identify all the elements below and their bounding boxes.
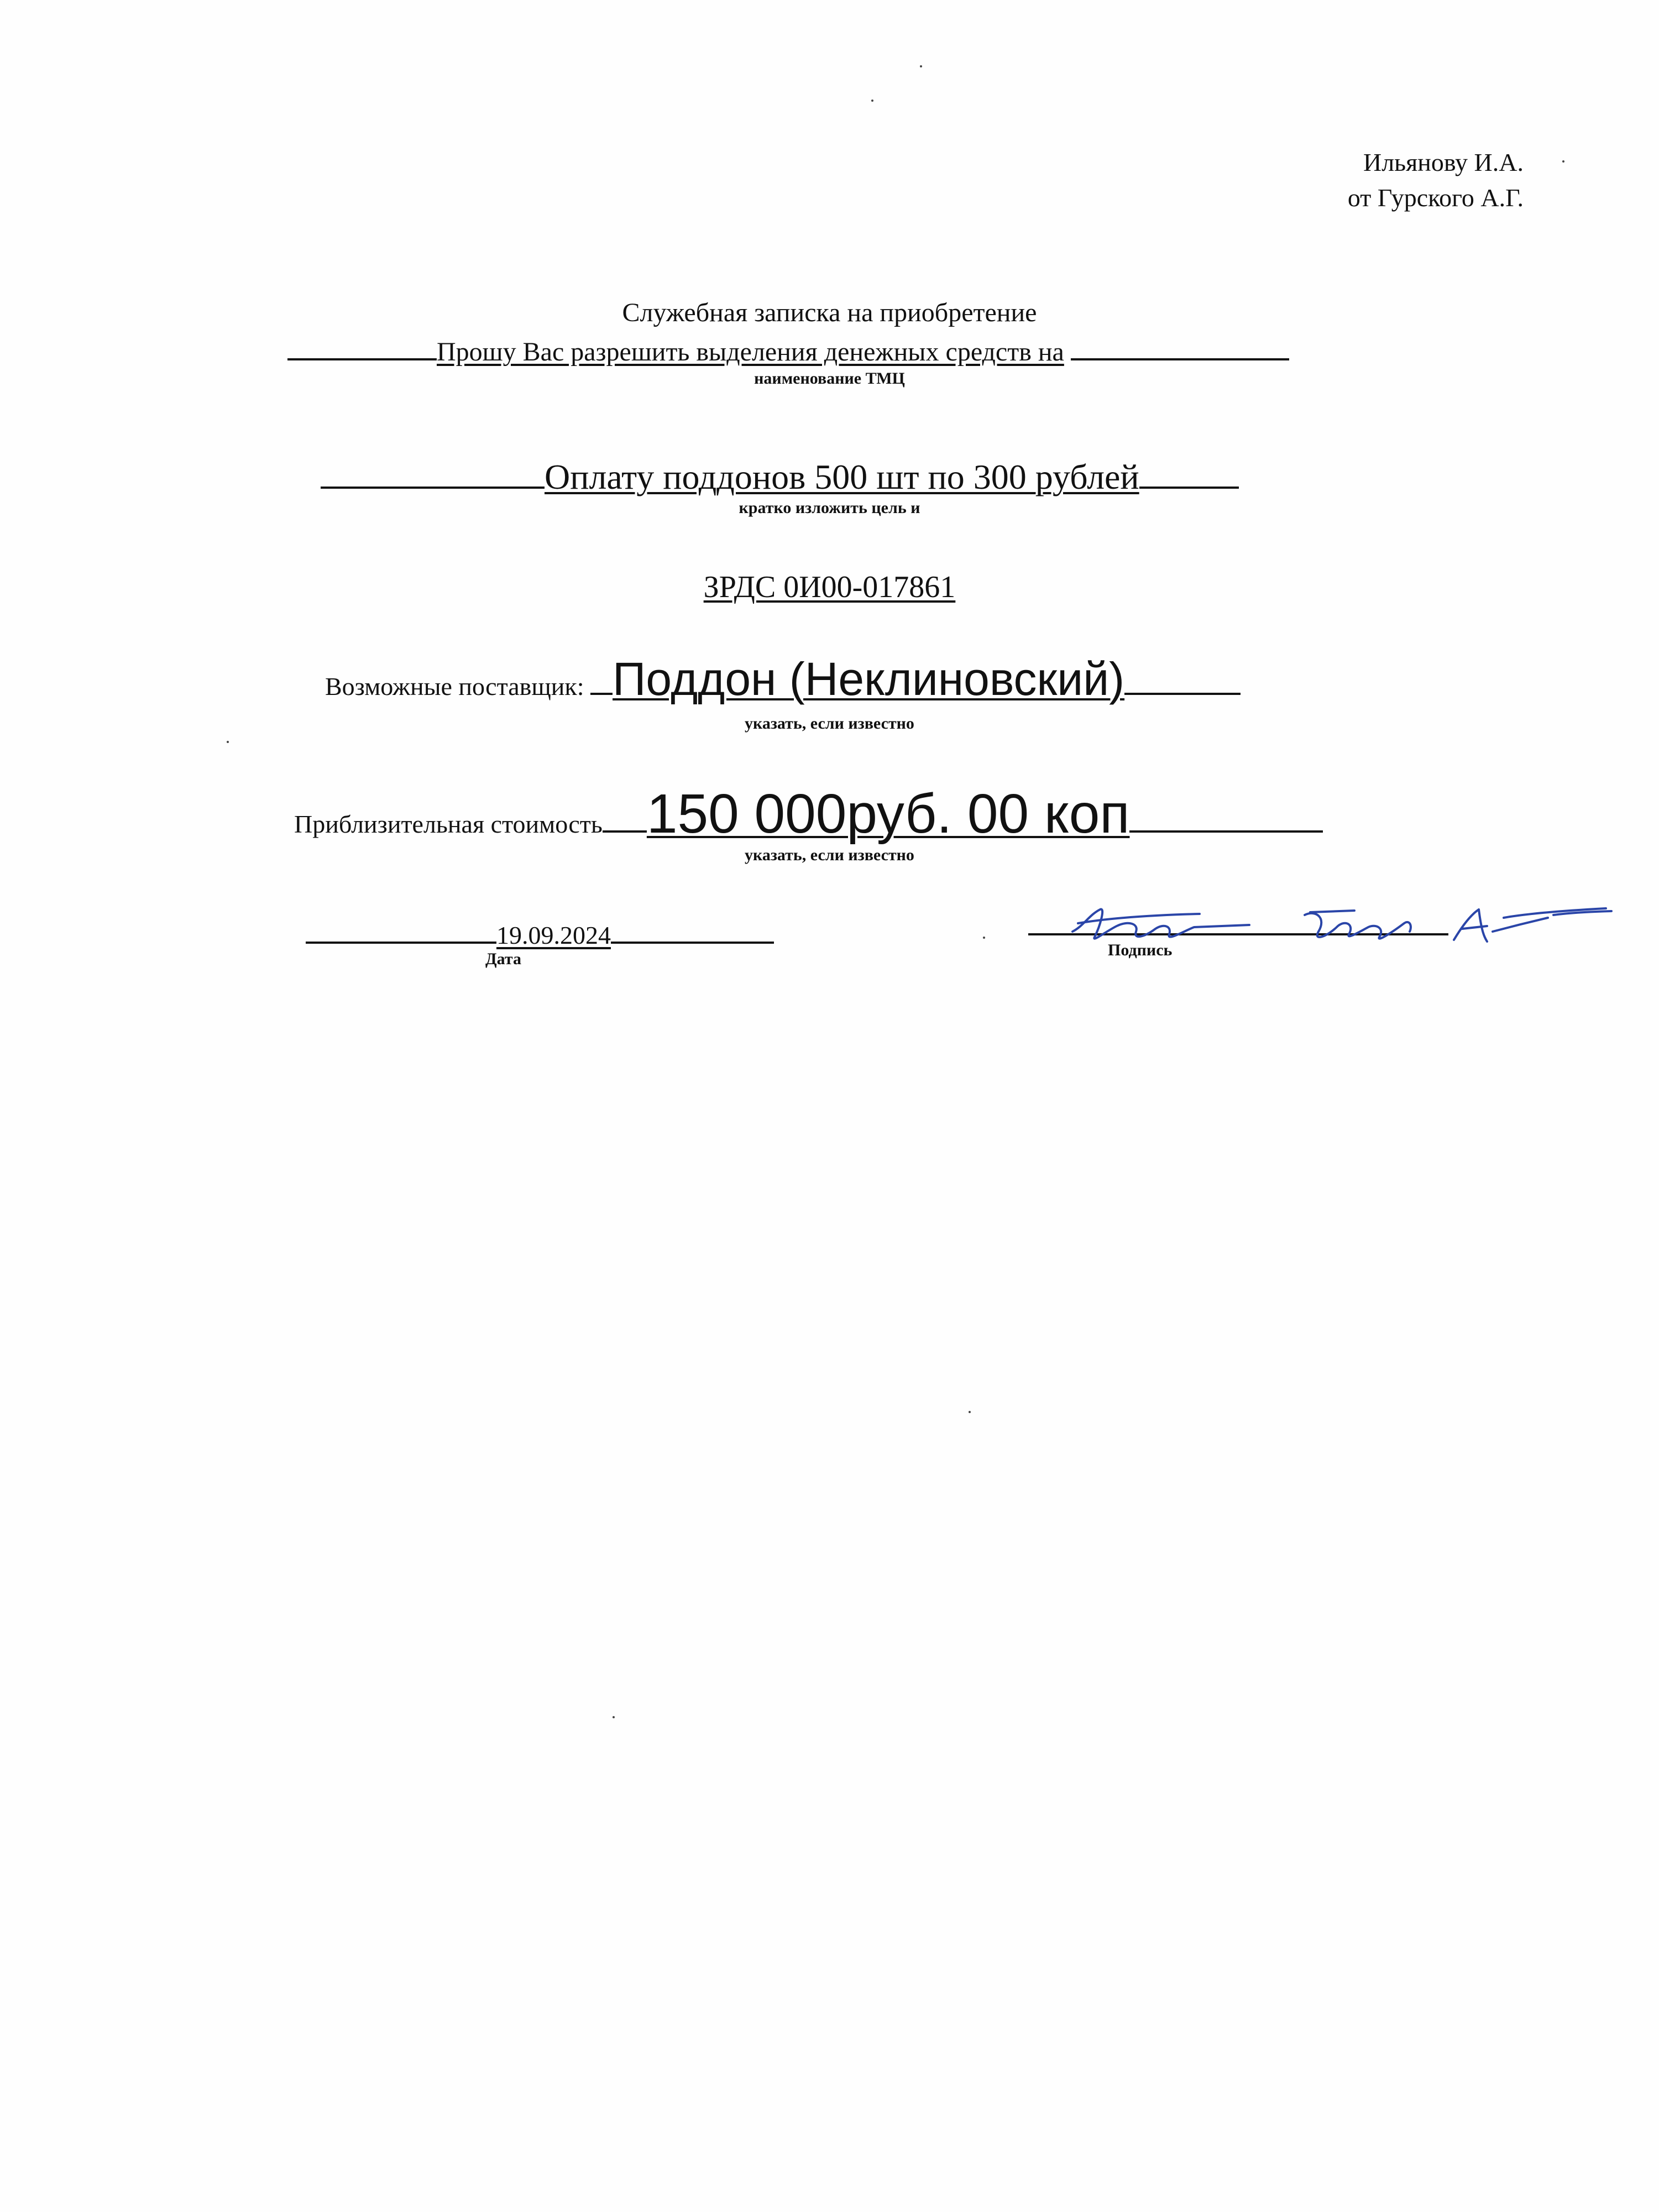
purpose-line (321, 453, 1239, 498)
scan-speck (1562, 160, 1564, 163)
blank-line (603, 804, 647, 833)
scan-speck (227, 741, 229, 743)
scan-speck (969, 1411, 971, 1413)
request-text: Прошу Вас разрешить выделения денежных средств на (437, 337, 1064, 367)
blank-line (1071, 332, 1289, 360)
date-value: 19.09.2024 (496, 921, 611, 949)
blank-line (321, 453, 545, 489)
request-caption: наименование ТМЦ (754, 369, 905, 388)
scan-speck (871, 100, 873, 102)
blank-line (590, 666, 613, 695)
request-line (287, 332, 1289, 367)
date-caption: Дата (485, 950, 521, 968)
addressee-block (1348, 145, 1524, 216)
supplier-caption: указать, если известно (745, 714, 914, 733)
blank-line (611, 915, 774, 944)
supplier-line (325, 652, 1241, 706)
document-ref-text: ЗРДС 0И00-017861 (703, 570, 956, 604)
memo-title: Служебная записка на приобретение (622, 298, 1037, 327)
purpose-text: Оплату поддонов 500 шт по 300 рублей (545, 457, 1139, 496)
date-line (306, 915, 774, 950)
purpose-caption: кратко изложить цель и (739, 499, 920, 517)
blank-line (1129, 804, 1323, 833)
document-reference (0, 569, 1659, 605)
blank-line (287, 332, 437, 360)
blank-line (1139, 453, 1239, 489)
supplier-label: Возможные поставщик: (325, 672, 584, 700)
cost-label: Приблизительная стоимость (294, 810, 603, 838)
cost-line (294, 782, 1323, 846)
handwritten-signature (1067, 893, 1614, 965)
signature-caption: Подпись (1108, 941, 1173, 959)
supplier-value: Поддон (Неклиновский) (613, 653, 1125, 705)
addressee-from: от Гурского А.Г. (1347, 184, 1524, 212)
scan-speck (920, 65, 922, 67)
scan-speck (613, 1716, 615, 1718)
addressee-to: Ильянову И.А. (1363, 148, 1524, 176)
cost-caption: указать, если известно (745, 846, 914, 864)
blank-line (306, 915, 496, 944)
scan-speck (983, 937, 985, 939)
cost-value: 150 000руб. 00 коп (646, 783, 1130, 845)
blank-line (1124, 666, 1241, 695)
